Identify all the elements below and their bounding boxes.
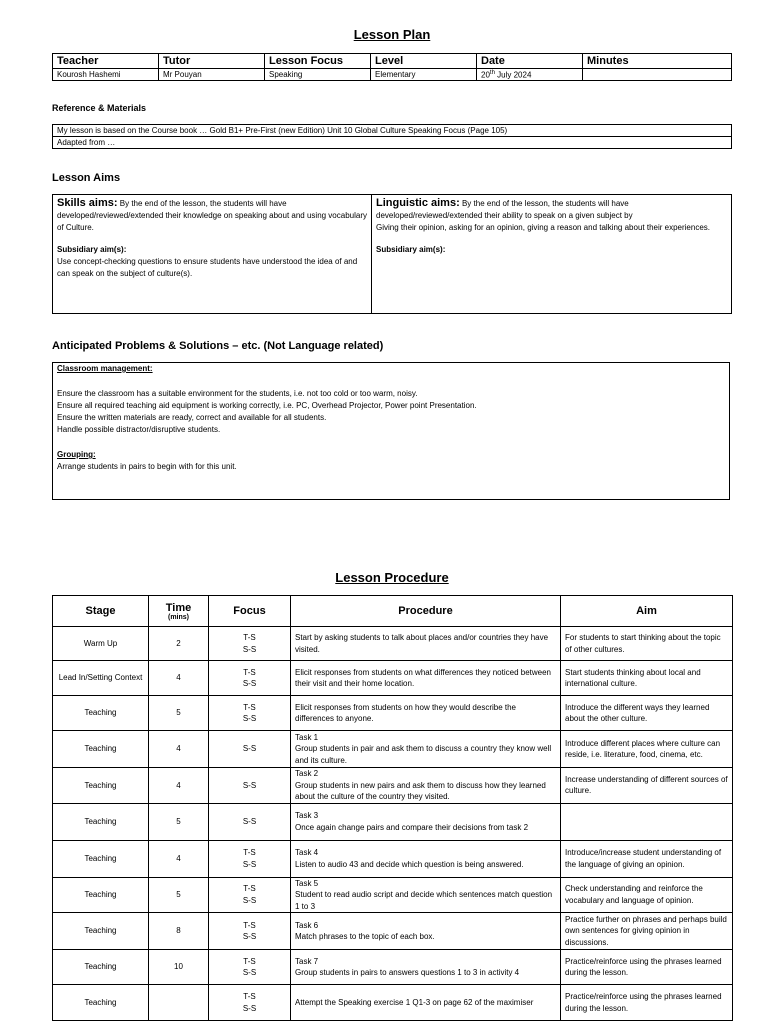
linguistic-subsidiary-label: Subsidiary aim(s):	[376, 245, 446, 254]
time-cell: 2	[149, 627, 209, 661]
skills-aims-label: Skills aims:	[57, 197, 118, 209]
procedure-row	[53, 696, 733, 731]
aims-table	[52, 194, 732, 314]
date-value	[477, 69, 583, 81]
focus-cell: T-S S-S	[209, 661, 291, 696]
time-cell: 5	[149, 877, 209, 913]
lesson-info-table	[52, 53, 732, 81]
procedure-title: Lesson Procedure	[335, 570, 449, 585]
procedure-row	[53, 731, 733, 768]
problems-heading: Anticipated Problems & Solutions – etc. (Not Language related)	[52, 340, 384, 352]
procedure-rows	[53, 627, 733, 1021]
procedure-cell: Elicit responses from students on what differences they noticed between their visit and their home location.	[291, 661, 561, 696]
time-cell: 8	[149, 913, 209, 950]
focus-cell: T-S S-S	[209, 627, 291, 661]
time-cell: 4	[149, 731, 209, 768]
linguistic-aims-text-2: Giving their opinion, asking for an opinion, giving a reason and talking about their experiences.	[376, 223, 710, 232]
focus-cell: T-S S-S	[209, 696, 291, 731]
procedure-cell: Start by asking students to talk about places and/or countries they have visited.	[291, 627, 561, 661]
procedure-row	[53, 840, 733, 877]
aim-cell: Start students thinking about local and international culture.	[561, 661, 733, 696]
classroom-management-heading: Classroom management:	[57, 364, 153, 373]
aim-cell	[561, 803, 733, 840]
stage-cell: Teaching	[53, 803, 149, 840]
date-month-year: July 2024	[494, 70, 532, 80]
time-unit-label: (mins)	[168, 613, 189, 621]
stage-cell: Teaching	[53, 950, 149, 985]
procedure-cell: Task 4 Listen to audio 43 and decide which question is being answered.	[291, 840, 561, 877]
procedure-cell: Task 5 Student to read audio script and decide which sentences match question 1 to 3	[291, 877, 561, 913]
stage-cell: Teaching	[53, 913, 149, 950]
classroom-line: Ensure the written materials are ready, correct and available for all students.	[57, 413, 327, 422]
focus-cell: T-S S-S	[209, 840, 291, 877]
procedure-row	[53, 877, 733, 913]
stage-cell: Lead In/Setting Context	[53, 661, 149, 696]
focus-cell: T-S S-S	[209, 913, 291, 950]
references-table	[52, 124, 732, 149]
aim-header: Aim	[561, 596, 733, 627]
stage-cell: Teaching	[53, 768, 149, 804]
stage-cell: Teaching	[53, 877, 149, 913]
time-header	[149, 596, 209, 627]
linguistic-aims-text: By the end of the lesson, the students will have developed/reviewed/extended their ability to speak on a given subject by	[376, 199, 633, 220]
skills-aims-cell	[53, 195, 372, 314]
references-heading: Reference & Materials	[52, 103, 147, 113]
procedure-row	[53, 985, 733, 1021]
classroom-line: Handle possible distractor/disruptive students.	[57, 425, 221, 434]
procedure-cell: Task 1 Group students in pair and ask them to discuss a country they know well and its culture.	[291, 731, 561, 768]
aim-cell: Introduce different places where culture can reside, i.e. literature, food, cinema, etc.	[561, 731, 733, 768]
procedure-table	[52, 595, 733, 1021]
grouping-text: Arrange students in pairs to begin with for this unit.	[57, 462, 237, 471]
aim-cell: Practice/reinforce using the phrases learned during the lesson.	[561, 950, 733, 985]
tutor-value: Mr Pouyan	[159, 69, 265, 81]
grouping-heading: Grouping:	[57, 450, 96, 459]
classroom-line: Ensure the classroom has a suitable environment for the students, i.e. not too cold or too warm, noisy.	[57, 389, 418, 398]
problems-box	[52, 362, 730, 500]
time-cell	[149, 985, 209, 1021]
aim-cell: Introduce the different ways they learned about the other culture.	[561, 696, 733, 731]
procedure-row	[53, 803, 733, 840]
aim-cell: Increase understanding of different sources of culture.	[561, 768, 733, 804]
minutes-value	[583, 69, 732, 81]
procedure-row	[53, 661, 733, 696]
level-header: Level	[371, 54, 477, 69]
focus-cell: S-S	[209, 803, 291, 840]
skills-aims-text: By the end of the lesson, the students will have developed/reviewed/extended their knowledge on speaking about and using vocabulary of Culture.	[57, 199, 367, 232]
focus-cell: T-S S-S	[209, 950, 291, 985]
procedure-cell: Attempt the Speaking exercise 1 Q1-3 on page 62 of the maximiser	[291, 985, 561, 1021]
aim-cell: For students to start thinking about the topic of other cultures.	[561, 627, 733, 661]
aim-cell: Practice/reinforce using the phrases learned during the lesson.	[561, 985, 733, 1021]
stage-cell: Teaching	[53, 731, 149, 768]
time-cell: 10	[149, 950, 209, 985]
procedure-row	[53, 950, 733, 985]
procedure-row	[53, 913, 733, 950]
focus-cell: T-S S-S	[209, 985, 291, 1021]
time-cell: 4	[149, 661, 209, 696]
page-title: Lesson Plan	[353, 27, 431, 42]
procedure-cell: Task 7 Group students in pairs to answers questions 1 to 3 in activity 4	[291, 950, 561, 985]
procedure-cell: Task 2 Group students in new pairs and ask them to discuss how they learned about the culture of the country they visited.	[291, 768, 561, 804]
time-cell: 5	[149, 696, 209, 731]
teacher-value: Kourosh Hashemi	[53, 69, 159, 81]
date-header: Date	[477, 54, 583, 69]
lesson-focus-header: Lesson Focus	[265, 54, 371, 69]
time-cell: 5	[149, 803, 209, 840]
procedure-row	[53, 768, 733, 804]
aim-cell: Check understanding and reinforce the vocabulary and language of opinion.	[561, 877, 733, 913]
time-cell: 4	[149, 840, 209, 877]
aims-heading: Lesson Aims	[52, 172, 121, 184]
focus-header: Focus	[209, 596, 291, 627]
focus-cell: S-S	[209, 768, 291, 804]
level-value: Elementary	[371, 69, 477, 81]
stage-cell: Warm Up	[53, 627, 149, 661]
procedure-cell: Task 6 Match phrases to the topic of each box.	[291, 913, 561, 950]
stage-cell: Teaching	[53, 696, 149, 731]
skills-subsidiary-label: Subsidiary aim(s):	[57, 245, 127, 254]
minutes-header: Minutes	[583, 54, 732, 69]
aim-cell: Practice further on phrases and perhaps build own sentences for giving opinion in discussions.	[561, 913, 733, 950]
date-suffix: th	[489, 69, 495, 76]
procedure-cell: Task 3 Once again change pairs and compare their decisions from task 2	[291, 803, 561, 840]
date-day: 20	[481, 70, 490, 80]
time-cell: 4	[149, 768, 209, 804]
reference-line: Adapted from …	[53, 137, 732, 149]
skills-subsidiary-text: Use concept-checking questions to ensure students have understood the idea of and can speak on the subject of culture(s).	[57, 257, 358, 278]
stage-header: Stage	[53, 596, 149, 627]
teacher-header: Teacher	[53, 54, 159, 69]
tutor-header: Tutor	[159, 54, 265, 69]
time-header-label: Time	[165, 601, 192, 614]
procedure-header: Procedure	[291, 596, 561, 627]
procedure-row	[53, 627, 733, 661]
stage-cell: Teaching	[53, 985, 149, 1021]
focus-cell: S-S	[209, 731, 291, 768]
linguistic-aims-label: Linguistic aims:	[376, 197, 460, 209]
stage-cell: Teaching	[53, 840, 149, 877]
lesson-focus-value: Speaking	[265, 69, 371, 81]
reference-line: My lesson is based on the Course book … Gold B1+ Pre-First (new Edition) Unit 10 Global Culture Speaking Focus (Page 105)	[53, 125, 732, 137]
classroom-line: Ensure all required teaching aid equipment is working correctly, i.e. PC, Overhead Projector, Power point Presentation.	[57, 401, 477, 410]
procedure-cell: Elicit responses from students on how they would describe the differences to anyone.	[291, 696, 561, 731]
focus-cell: T-S S-S	[209, 877, 291, 913]
linguistic-aims-cell	[372, 195, 732, 314]
aim-cell: Introduce/increase student understanding of the language of giving an opinion.	[561, 840, 733, 877]
